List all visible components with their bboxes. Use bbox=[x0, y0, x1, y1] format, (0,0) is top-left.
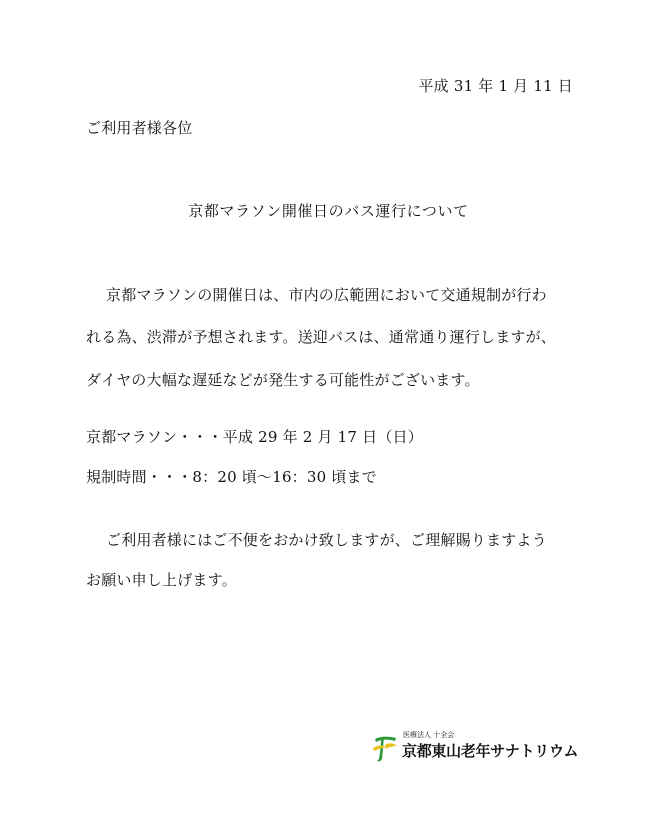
paragraph-1-line-2: れる為、渋滞が予想されます。送迎バスは、通常通り運行しますが、 bbox=[86, 328, 557, 346]
addressee: ご利用者様各位 bbox=[86, 119, 193, 137]
restriction-time-info: 規制時間・・・8：20 頃～16：30 頃まで bbox=[86, 468, 377, 486]
paragraph-1-line-1: 京都マラソンの開催日は、市内の広範囲において交通規制が行わ bbox=[106, 286, 547, 304]
paragraph-2-line-1: ご利用者様にはご不便をおかけ致しますが、ご理解賜りますよう bbox=[106, 531, 547, 549]
marathon-date-info: 京都マラソン・・・平成 29 年 2 月 17 日（日） bbox=[86, 428, 423, 446]
logo-organization-name: 京都東山老年サナトリウム bbox=[402, 742, 579, 760]
paragraph-2-line-2: お願い申し上げます。 bbox=[86, 571, 237, 589]
organization-logo bbox=[371, 731, 586, 765]
paragraph-1-line-3: ダイヤの大幅な遅延などが発生する可能性がございます。 bbox=[86, 371, 480, 389]
sanatorium-logo-icon bbox=[371, 731, 399, 763]
logo-subtitle: 医療法人 十全会 bbox=[403, 731, 455, 739]
notice-date: 平成 31 年 1 月 11 日 bbox=[418, 77, 573, 95]
notice-title: 京都マラソン開催日のバス運行について bbox=[188, 202, 469, 220]
